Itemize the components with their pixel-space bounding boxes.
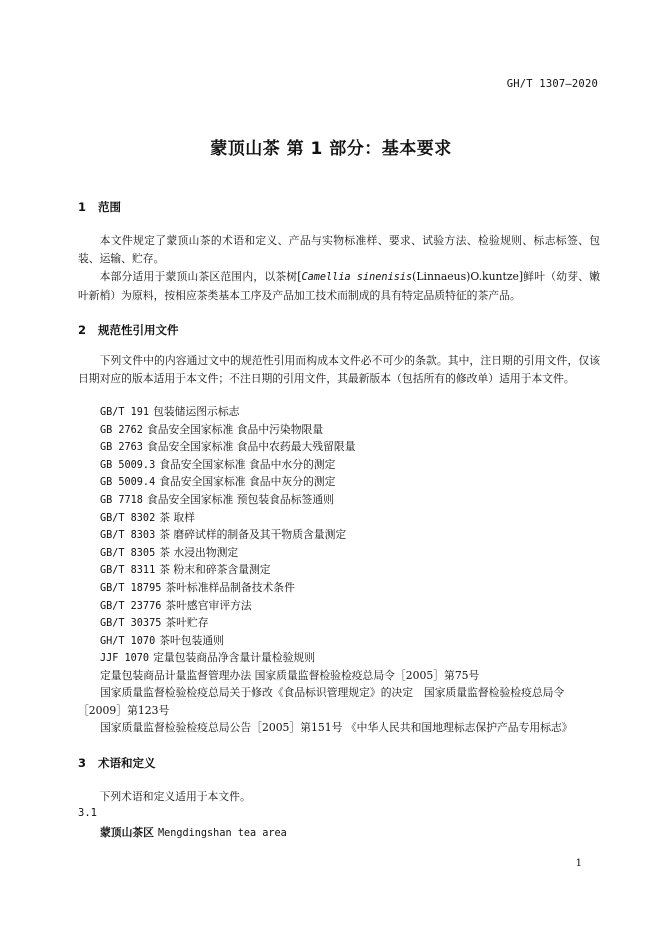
- reference-item: [100, 597, 600, 615]
- reference-title: 茶叶包装通则: [159, 633, 224, 647]
- reference-item: [100, 649, 600, 667]
- reference-title: 食品安全国家标准 食品中灰分的测定: [159, 475, 336, 489]
- reference-title: 食品安全国家标准 食品中污染物限量: [146, 422, 324, 436]
- reference-code: GB/T 8311: [100, 565, 156, 577]
- reference-code: GB 7718: [100, 494, 143, 506]
- terms-intro: 下列术语和定义适用于本文件。: [99, 790, 251, 803]
- reference-item: [100, 526, 600, 544]
- reference-title: 茶叶标准样品制备技术条件: [165, 580, 295, 594]
- reference-title: 定量包装商品净含量计量检验规则: [153, 651, 316, 665]
- section-number: 2: [78, 323, 87, 337]
- species-name: Camellia sinenisis: [301, 272, 413, 283]
- reference-title: 茶叶贮存: [165, 616, 209, 630]
- reference-item: [100, 456, 600, 474]
- reference-code: GB 5009.4: [100, 477, 156, 489]
- term-entry: [100, 825, 287, 840]
- reference-title: 食品安全国家标准 食品中水分的测定: [159, 457, 336, 471]
- regulation-reference: 定量包装商品计量监督管理办法 国家质量监督检验检疫总局令［2005］第75号: [100, 669, 480, 682]
- reference-item: [100, 579, 600, 597]
- reference-code: GH/T 1070: [100, 635, 156, 647]
- page-number: 1: [575, 858, 582, 869]
- reference-title: 包装储运图示标志: [153, 405, 240, 418]
- scope-paragraph-2: [78, 268, 600, 305]
- reference-code: JJF 1070: [100, 653, 150, 665]
- section-number: 3: [78, 756, 87, 770]
- section-number: 1: [78, 200, 87, 214]
- reference-item: [100, 403, 600, 421]
- reference-item: [100, 614, 600, 632]
- regulation-reference: 国家质量监督检验检疫总局关于修改《食品标识管理规定》的决定 国家质量监督检验检疫总局令［2009］第123号: [78, 686, 565, 717]
- page-title: 蒙顶山茶 第 1 部分：基本要求: [210, 139, 452, 159]
- section-heading-normative-references: [78, 322, 179, 338]
- reference-code: GB/T 8305: [100, 547, 156, 559]
- reference-code: GB 5009.3: [100, 459, 156, 471]
- reference-item: [100, 509, 600, 527]
- reference-code: GB/T 8303: [100, 530, 156, 542]
- reference-item: [100, 473, 600, 491]
- term-chinese: 蒙顶山茶区: [100, 826, 154, 839]
- reference-item: [100, 491, 600, 509]
- reference-item: [100, 632, 600, 650]
- reference-title: 茶 磨碎试样的制备及其干物质含量测定: [159, 528, 347, 542]
- regulation-reference: 国家质量监督检验检疫总局公告［2005］第151号 《中华人民共和国地理标志保护产品专用标志》: [100, 721, 573, 734]
- reference-code: GB/T 18795: [100, 582, 162, 594]
- reference-title: 茶 粉末和碎茶含量测定: [159, 563, 271, 577]
- reference-code: GB/T 191: [100, 407, 150, 418]
- reference-title: 食品安全国家标准 食品中农药最大残留限量: [146, 440, 356, 454]
- section-title: 规范性引用文件: [98, 323, 179, 337]
- reference-item: [100, 561, 600, 579]
- standard-code: GH/T 1307—2020: [506, 78, 598, 90]
- term-english: Mengdingshan tea area: [157, 828, 287, 839]
- reference-code: GB/T 8302: [100, 512, 156, 524]
- reference-title: 茶叶感官审评方法: [165, 598, 252, 612]
- reference-list: [100, 403, 600, 667]
- reference-code: GB/T 30375: [100, 618, 162, 630]
- section-title: 范围: [98, 200, 122, 214]
- section-heading-scope: [78, 199, 121, 215]
- section-heading-terms: [78, 755, 156, 771]
- reference-code: GB/T 23776: [100, 600, 162, 612]
- reference-code: GB 2763: [100, 442, 143, 454]
- reference-title: 茶 取样: [159, 510, 196, 524]
- section-title: 术语和定义: [98, 756, 156, 770]
- scope-paragraph-1: 本文件规定了蒙顶山茶的术语和定义、产品与实物标准样、要求、试验方法、检验规则、标志标签、包装、运输、贮存。: [78, 234, 600, 265]
- reference-item: [100, 438, 600, 456]
- scope-text-before: 本部分适用于蒙顶山茶区范围内，以茶树[: [99, 270, 302, 283]
- clause-number: 3.1: [78, 807, 97, 819]
- reference-title: 茶 水浸出物测定: [159, 545, 239, 559]
- scope-text-after: (Linnaeus)O.kuntze]鲜叶（幼芽、嫩叶新梢）为原料，按相应茶类基本工序及产品加工技术而制成的具有特定品质特征的茶产品。: [78, 270, 600, 302]
- reference-title: 食品安全国家标准 预包装食品标签通则: [146, 492, 334, 506]
- reference-code: GB 2762: [100, 424, 143, 436]
- reference-item: [100, 544, 600, 562]
- references-intro: 下列文件中的内容通过文中的规范性引用而构成本文件必不可少的条款。其中，注日期的引用文件，仅该日期对应的版本适用于本文件；不注日期的引用文件，其最新版本（包括所有的修改单）适用于本文件。: [78, 354, 600, 385]
- reference-item: [100, 421, 600, 439]
